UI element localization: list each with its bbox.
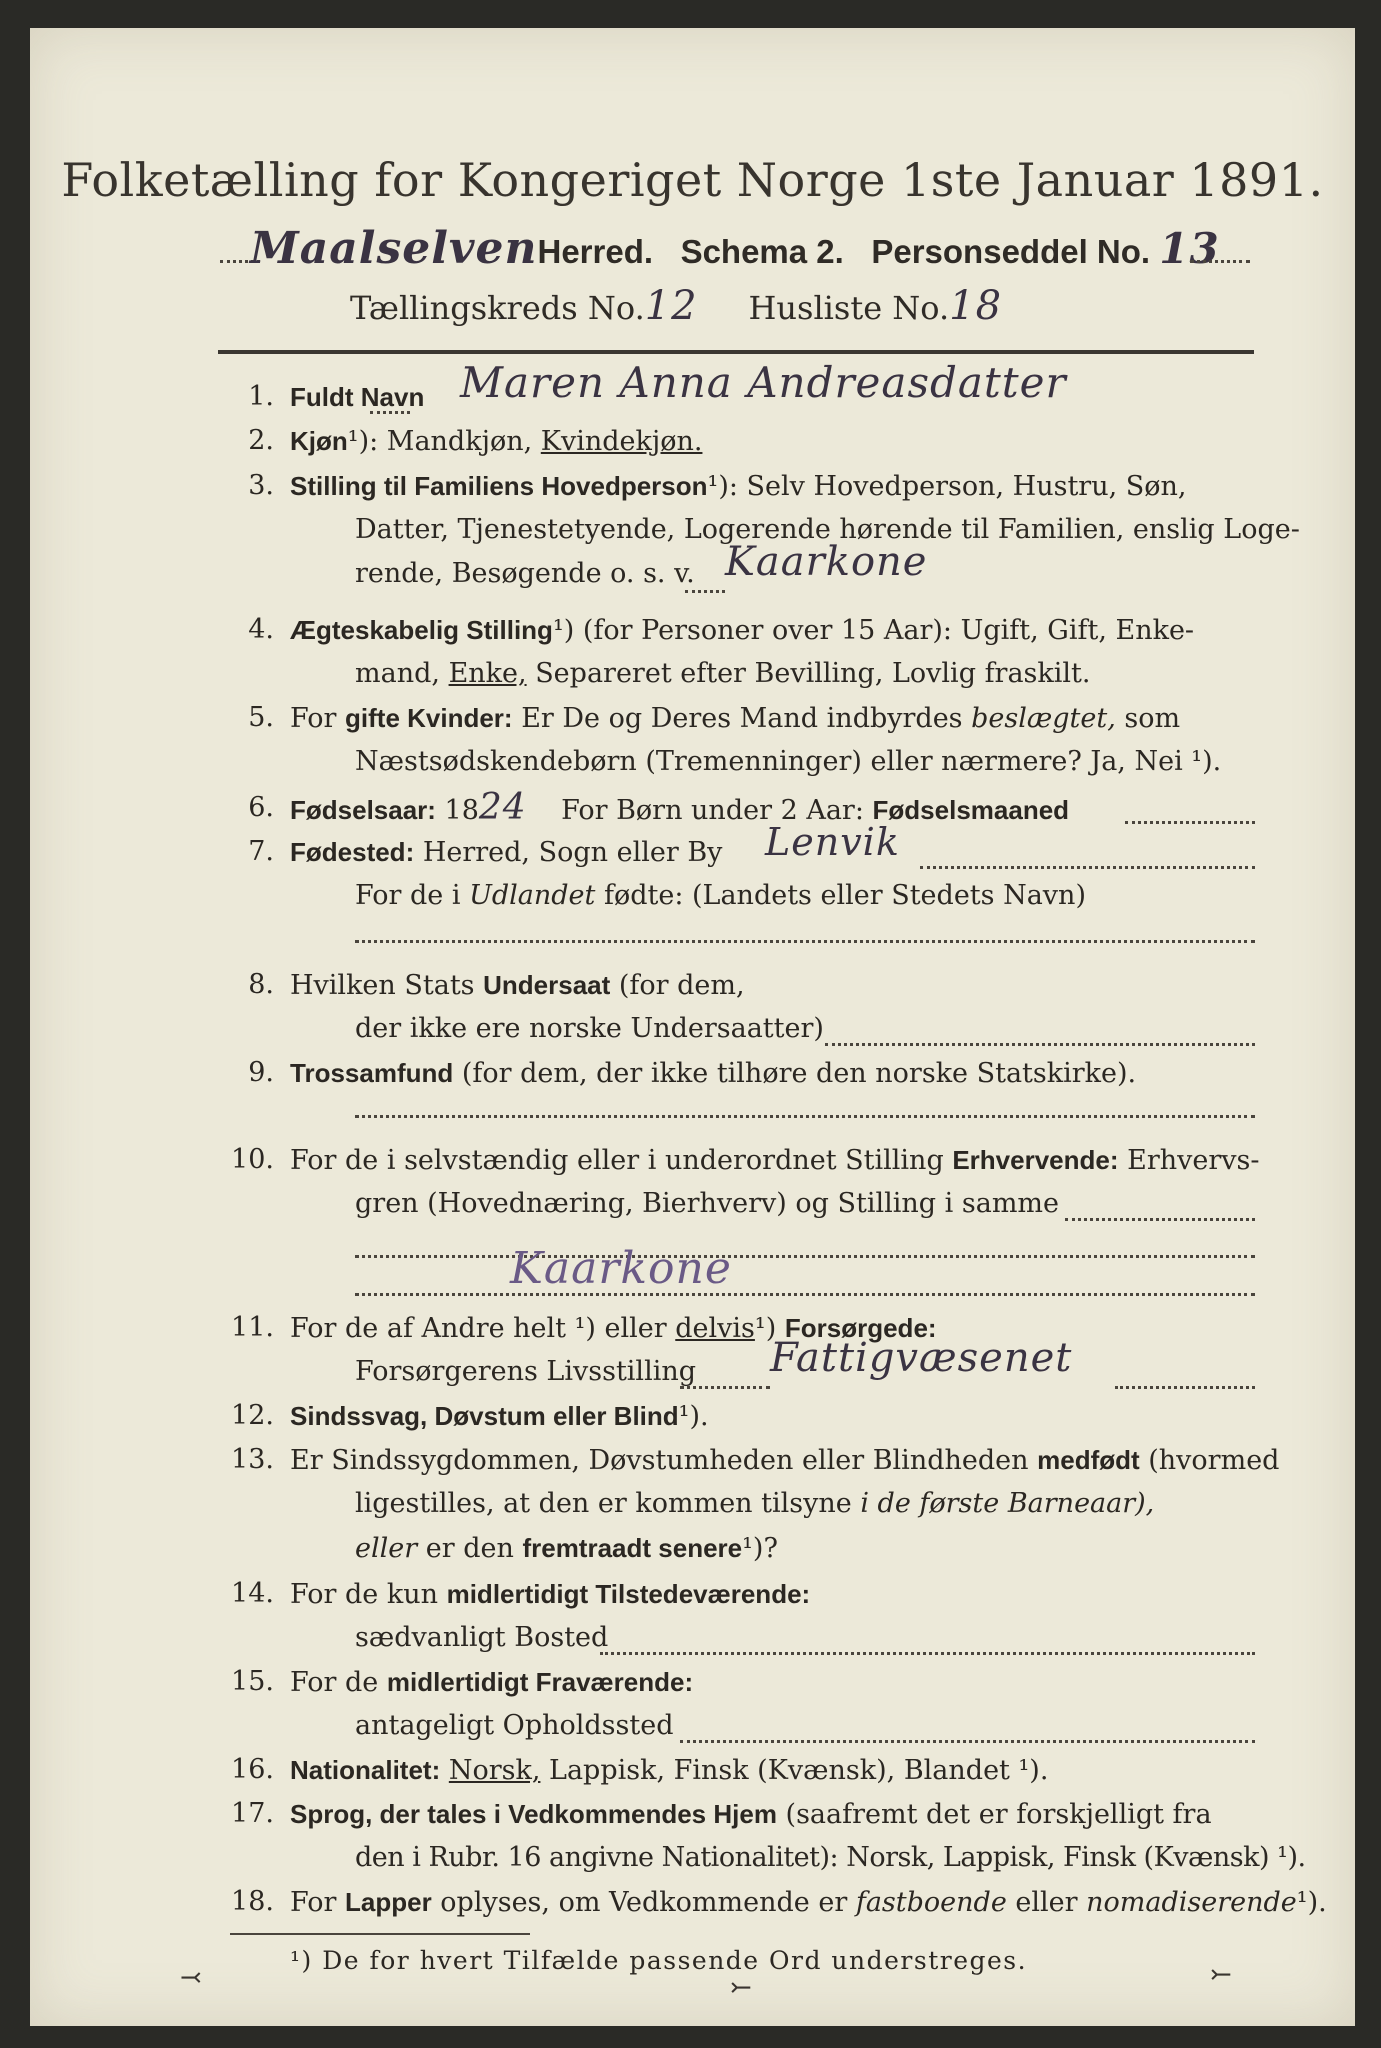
- item-8-dots: [825, 1043, 1255, 1046]
- item-10-dots-2: [355, 1255, 1255, 1258]
- item-text: Herred, Sogn eller By: [422, 837, 723, 868]
- item-label: medfødt: [1037, 1445, 1140, 1475]
- item-3-dots: [685, 590, 725, 593]
- item-text: For de i: [355, 880, 461, 911]
- item-label: Trossamfund: [290, 1058, 454, 1088]
- item-text: For: [290, 1887, 337, 1918]
- item-number: 4.: [248, 614, 274, 645]
- center-mark: ⤚: [730, 1973, 752, 2003]
- item-text: Lappisk, Finsk (Kvænsk), Blandet ¹).: [549, 1755, 1049, 1786]
- item-label: Fødselsmaaned: [872, 795, 1070, 825]
- item-label: midlertidigt Tilstedeværende:: [446, 1579, 811, 1609]
- item-label: Fødested:: [290, 837, 415, 867]
- item-label: Kjøn: [290, 426, 348, 456]
- item-text: nomadiserende: [1086, 1887, 1297, 1918]
- corner-mark-left: ⤙: [180, 1963, 202, 1993]
- item-text: ¹): Selv Hovedperson, Hustru, Søn,: [707, 471, 1187, 502]
- personseddel-dots: [1190, 260, 1250, 263]
- item-label: Stilling til Familiens Hovedperson: [290, 471, 708, 501]
- personseddel-number-handwritten: 13: [1159, 224, 1220, 273]
- item-text: (hvormed: [1148, 1445, 1280, 1476]
- footnote: ¹) De for hvert Tilfælde passende Ord understreges.: [290, 1946, 1028, 1975]
- item-text: fastboende: [855, 1887, 1007, 1918]
- item-number: 14.: [231, 1578, 274, 1609]
- schema-label: Schema 2.: [680, 233, 844, 270]
- item-label: Ægteskabelig Stilling: [290, 615, 553, 645]
- footnote-rule: [230, 1933, 530, 1935]
- item-10-dots-3: [355, 1293, 1255, 1296]
- item-label: Sindssvag, Døvstum eller Blind: [290, 1401, 679, 1431]
- item-text: eller: [355, 1533, 418, 1564]
- item-text: 18: [444, 795, 479, 826]
- krets-label: Tællingskreds No.: [350, 289, 645, 327]
- item-text: ¹): Mandkjøn,: [347, 426, 533, 457]
- item-text: antageligt Opholdssted: [355, 1710, 674, 1741]
- item-number: 9.: [248, 1057, 274, 1088]
- underlined-option: Norsk,: [448, 1755, 541, 1786]
- item-number: 18.: [231, 1886, 274, 1917]
- item-text: For de af Andre helt ¹) eller: [290, 1313, 667, 1344]
- item-text: i de første Barneaar),: [860, 1488, 1155, 1519]
- census-form-sheet: [30, 28, 1355, 2026]
- item-text: For: [290, 703, 337, 734]
- item-number: 15.: [231, 1666, 274, 1697]
- item-text: ¹).: [678, 1401, 709, 1432]
- form-title: Folketælling for Kongeriget Norge 1ste Januar 1891.: [61, 153, 1324, 207]
- item-number: 7.: [248, 836, 274, 867]
- item-text: er den: [425, 1533, 514, 1564]
- family-position-handwritten: Kaarkone: [725, 539, 928, 585]
- corner-mark-right: ⤚: [1210, 1960, 1232, 1990]
- item-text: For Børn under 2 Aar:: [561, 795, 864, 826]
- item-text: Næstsødskendebørn (Tremenninger) eller nærmere? Ja, Nei ¹).: [355, 746, 1222, 777]
- item-label: Undersaat: [483, 970, 611, 1000]
- item-14-dots: [600, 1652, 1255, 1655]
- header-rule: [218, 350, 1254, 354]
- birthplace-handwritten: Lenvik: [765, 820, 900, 864]
- header-line-1: [250, 223, 1220, 274]
- item-11-dots-a: [680, 1386, 770, 1389]
- item-text: Udlandet: [469, 880, 596, 911]
- header-line-2: [350, 283, 1002, 329]
- item-text: (saafremt det er forskjelligt fra: [785, 1799, 1212, 1830]
- item-label: Fødselsaar:: [290, 795, 436, 825]
- item-number: 10.: [231, 1144, 274, 1175]
- personseddel-label: Personseddel No.: [871, 233, 1151, 270]
- item-text: oplyses, om Vedkommende er: [440, 1887, 848, 1918]
- item-label: Lapper: [345, 1887, 432, 1917]
- provider-handwritten: Fattigvæsenet: [770, 1335, 1073, 1381]
- item-number: 3.: [248, 470, 274, 501]
- item-text: som: [1124, 703, 1181, 734]
- item-15-dots: [680, 1740, 1255, 1743]
- item-7-foreign-dots: [355, 940, 1255, 943]
- item-text: ligestilles, at den er kommen tilsyne: [355, 1488, 852, 1519]
- item-text: ¹) (for Personer over 15 Aar): Ugift, Gift, Enke-: [552, 615, 1195, 646]
- item-text: ¹)?: [742, 1533, 778, 1564]
- item-label: gifte Kvinder:: [345, 703, 513, 733]
- item-text: mand,: [355, 658, 440, 689]
- item-text: Erhvervs-: [1127, 1145, 1260, 1176]
- item-number: 11.: [231, 1312, 274, 1343]
- item-text: For de kun: [290, 1579, 438, 1610]
- item-text: Forsørgerens Livsstilling: [355, 1356, 697, 1387]
- item-label: midlertidigt Fraværende:: [386, 1667, 694, 1697]
- husliste-label: Husliste No.: [748, 289, 950, 327]
- item-label: Fuldt Navn: [290, 382, 425, 412]
- item-label: Erhvervende:: [952, 1145, 1119, 1175]
- item-text: ¹).: [1296, 1887, 1327, 1918]
- item-text: (for dem,: [618, 970, 745, 1001]
- item-number: 16.: [231, 1754, 274, 1785]
- item-number: 5.: [248, 702, 274, 733]
- birth-year-handwritten: 24: [478, 787, 527, 828]
- item-text: beslægtet,: [971, 703, 1116, 734]
- item-text: For de i selvstændig eller i underordnet Stilling: [290, 1145, 944, 1176]
- item-7-dots: [920, 866, 1255, 869]
- item-text: gren (Hovednæring, Bierhverv) og Stilling i samme: [355, 1188, 1060, 1219]
- underlined-option: Enke,: [448, 658, 527, 689]
- item-text: Er Sindssygdommen, Døvstumheden eller Blindheden: [290, 1445, 1029, 1476]
- underlined-option: Kvindekjøn.: [540, 426, 703, 457]
- item-label: Sprog, der tales i Vedkommendes Hjem: [290, 1799, 777, 1829]
- item-10-dots-1: [1065, 1218, 1255, 1221]
- item-text: rende, Besøgende o. s. v.: [355, 558, 695, 589]
- item-11-dots-b: [1115, 1386, 1255, 1389]
- item-text: Er De og Deres Mand indbyrdes: [521, 703, 963, 734]
- item-number: 1.: [248, 381, 274, 412]
- item-text: den i Rubr. 16 angivne Nationalitet): Norsk, Lappisk, Finsk (Kvænsk) ¹).: [355, 1842, 1306, 1873]
- item-text: For de: [290, 1667, 379, 1698]
- item-text: Separeret efter Bevilling, Lovlig fraskilt.: [535, 658, 1091, 689]
- item-text: ¹): [754, 1313, 777, 1344]
- item-text: der ikke ere norske Undersaatter): [355, 1013, 824, 1044]
- item-number: 8.: [248, 969, 274, 1000]
- item-1-dots: [370, 411, 410, 414]
- husliste-number-handwritten: 18: [949, 283, 1003, 329]
- item-number: 6.: [248, 792, 274, 823]
- item-number: 17.: [231, 1798, 274, 1829]
- underlined-option: delvis: [675, 1313, 755, 1344]
- full-name-handwritten: Maren Anna Andreasdatter: [460, 358, 1067, 407]
- item-6-dots: [1125, 821, 1255, 824]
- herred-label: Herred.: [537, 233, 654, 270]
- item-text: fødte: (Landets eller Stedets Navn): [603, 880, 1086, 911]
- item-number: 12.: [231, 1400, 274, 1431]
- occupation-handwritten: Kaarkone: [510, 1243, 732, 1294]
- item-number: 13.: [231, 1444, 274, 1475]
- item-label: fremtraadt senere: [522, 1533, 743, 1563]
- item-number: 2.: [248, 425, 274, 456]
- item-text: eller: [1015, 1887, 1078, 1918]
- item-9-dots: [355, 1115, 1255, 1118]
- item-label: Nationalitet:: [290, 1755, 441, 1785]
- krets-number-handwritten: 12: [644, 283, 698, 329]
- herred-handwritten: Maalselven: [250, 223, 538, 274]
- item-text: Hvilken Stats: [290, 970, 475, 1001]
- item-text: (for dem, der ikke tilhøre den norske Statskirke).: [461, 1058, 1137, 1089]
- item-label: Forsørgede:: [784, 1313, 937, 1343]
- item-text: Datter, Tjenestetyende, Logerende hørende til Familien, enslig Loge-: [355, 514, 1300, 545]
- item-text: sædvanligt Bosted: [355, 1622, 609, 1653]
